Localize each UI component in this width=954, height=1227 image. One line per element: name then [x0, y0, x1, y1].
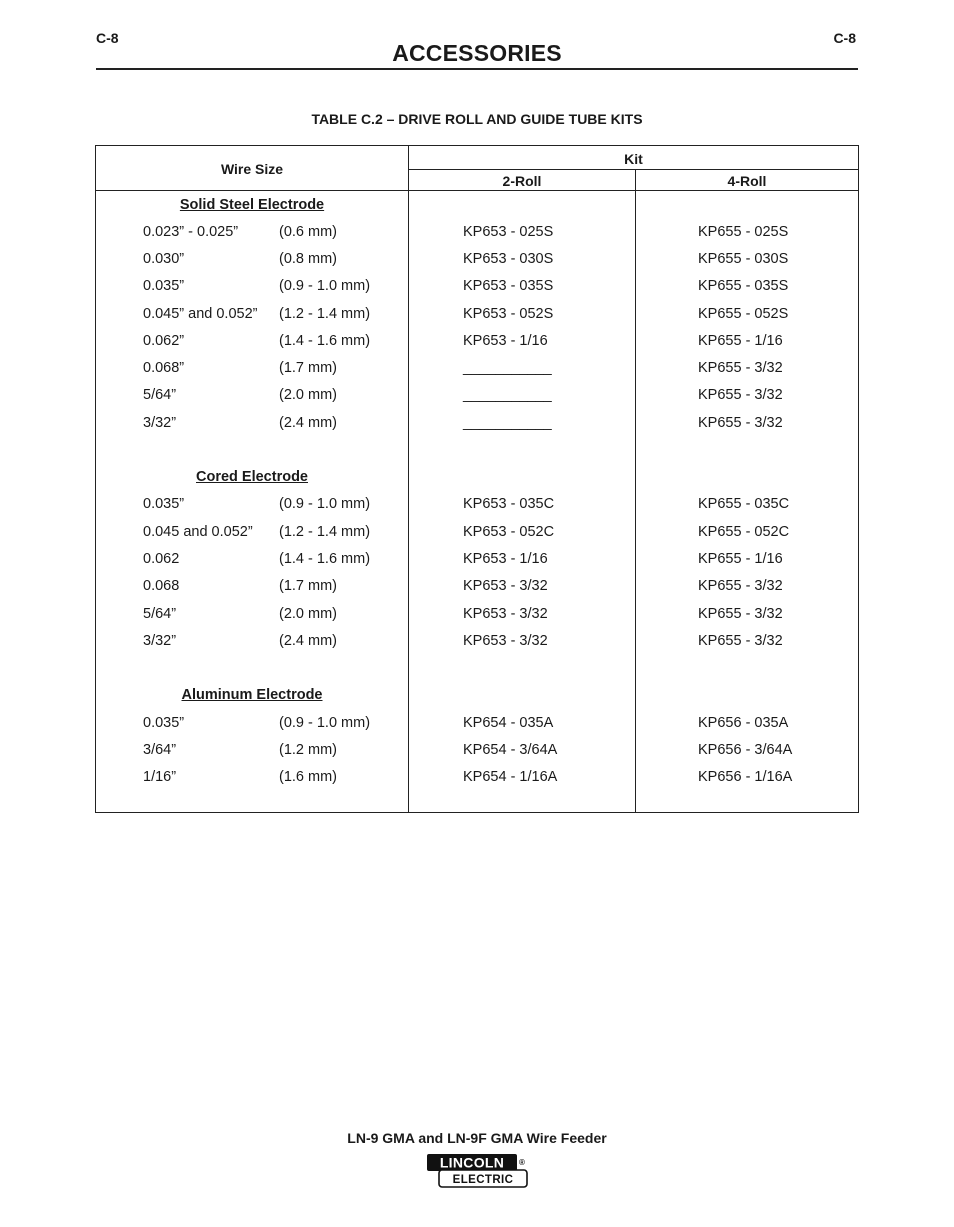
header-2-roll: 2-Roll: [502, 173, 542, 189]
wire-size: 0.045” and 0.052”: [143, 306, 258, 322]
logo-text-lincoln: LINCOLN: [439, 1154, 505, 1171]
wire-size-mm: (1.7 mm): [279, 578, 337, 594]
logo-registered-mark: ®: [519, 1158, 525, 1167]
wire-size: 0.035”: [143, 278, 185, 294]
wire-size: 0.062”: [143, 333, 185, 349]
wire-size-mm: (1.2 - 1.4 mm): [279, 524, 371, 540]
footer-product-title: LN-9 GMA and LN-9F GMA Wire Feeder: [347, 1130, 607, 1146]
kit-4-roll: KP655 - 1/16: [698, 333, 783, 349]
page-number-left: C-8: [96, 30, 119, 46]
kit-4-roll: KP655 - 3/32: [698, 606, 783, 622]
wire-size-mm: (2.0 mm): [279, 606, 337, 622]
wire-size-mm: (1.2 mm): [279, 742, 337, 758]
kit-2-roll: KP653 - 1/16: [463, 333, 548, 349]
header-wire-size: Wire Size: [220, 161, 284, 177]
wire-size-mm: (1.6 mm): [279, 769, 337, 785]
kit-2-roll: KP653 - 1/16: [463, 551, 548, 567]
wire-size: 0.068”: [143, 360, 185, 376]
wire-size-mm: (1.2 - 1.4 mm): [279, 306, 371, 322]
kit-4-roll: KP655 - 052S: [698, 306, 789, 322]
kit-2-roll: KP653 - 035S: [463, 278, 554, 294]
kit-4-roll: KP655 - 035C: [698, 496, 790, 512]
table-rule-header: [96, 190, 858, 191]
wire-size-mm: (2.4 mm): [279, 633, 337, 649]
kit-2-roll-not-available: ___________: [463, 415, 552, 431]
wire-size-mm: (0.9 - 1.0 mm): [279, 715, 371, 731]
group-title-cored: Cored Electrode: [196, 469, 308, 485]
kit-4-roll: KP655 - 1/16: [698, 551, 783, 567]
group-title-aluminum: Aluminum Electrode: [181, 687, 323, 703]
wire-size: 0.062: [143, 551, 180, 567]
kit-4-roll: KP656 - 1/16A: [698, 769, 793, 785]
wire-size-mm: (2.0 mm): [279, 387, 337, 403]
kit-2-roll: KP653 - 052C: [463, 524, 555, 540]
wire-size-mm: (1.4 - 1.6 mm): [279, 551, 371, 567]
kit-2-roll: KP653 - 3/32: [463, 606, 548, 622]
wire-size: 0.068: [143, 578, 180, 594]
kit-2-roll: KP653 - 3/32: [463, 633, 548, 649]
wire-size: 0.030”: [143, 251, 185, 267]
header-4-roll: 4-Roll: [727, 173, 767, 189]
wire-size: 0.045 and 0.052”: [143, 524, 253, 540]
wire-size: 0.035”: [143, 715, 185, 731]
kit-4-roll: KP655 - 3/32: [698, 360, 783, 376]
kit-2-roll: KP654 - 3/64A: [463, 742, 558, 758]
wire-size-mm: (0.9 - 1.0 mm): [279, 496, 371, 512]
kit-2-roll: KP653 - 3/32: [463, 578, 548, 594]
kit-2-roll: KP654 - 1/16A: [463, 769, 558, 785]
kit-2-roll: KP653 - 030S: [463, 251, 554, 267]
kit-2-roll: KP654 - 035A: [463, 715, 554, 731]
table-divider-wire-kit: [408, 146, 409, 812]
group-title-solid-steel: Solid Steel Electrode: [179, 197, 325, 213]
section-title: ACCESSORIES: [392, 40, 562, 66]
kit-4-roll: KP656 - 035A: [698, 715, 789, 731]
wire-size-mm: (0.9 - 1.0 mm): [279, 278, 371, 294]
kit-4-roll: KP656 - 3/64A: [698, 742, 793, 758]
wire-size: 3/64”: [143, 742, 177, 758]
kit-4-roll: KP655 - 3/32: [698, 578, 783, 594]
wire-size-mm: (0.6 mm): [279, 224, 337, 240]
wire-size-mm: (1.4 - 1.6 mm): [279, 333, 371, 349]
kit-4-roll: KP655 - 3/32: [698, 633, 783, 649]
header-rule: [96, 68, 858, 70]
kit-2-roll: KP653 - 035C: [463, 496, 555, 512]
kit-4-roll: KP655 - 030S: [698, 251, 789, 267]
kit-2-roll: KP653 - 025S: [463, 224, 554, 240]
header-kit: Kit: [624, 151, 643, 167]
logo-text-electric: ELECTRIC: [452, 1174, 514, 1186]
wire-size: 3/32”: [143, 633, 177, 649]
kit-2-roll: KP653 - 052S: [463, 306, 554, 322]
table-rule-kit: [408, 169, 858, 170]
wire-size: 0.035”: [143, 496, 185, 512]
kit-4-roll: KP655 - 3/32: [698, 415, 783, 431]
wire-size-mm: (0.8 mm): [279, 251, 337, 267]
lincoln-electric-logo: [426, 1153, 528, 1189]
kit-4-roll: KP655 - 025S: [698, 224, 789, 240]
wire-size: 0.023” - 0.025”: [143, 224, 239, 240]
wire-size: 3/32”: [143, 415, 177, 431]
wire-size-mm: (1.7 mm): [279, 360, 337, 376]
wire-size-mm: (2.4 mm): [279, 415, 337, 431]
wire-size: 5/64”: [143, 606, 177, 622]
kit-4-roll: KP655 - 035S: [698, 278, 789, 294]
table-caption: TABLE C.2 – DRIVE ROLL AND GUIDE TUBE KITS: [311, 111, 643, 127]
kit-2-roll-not-available: ___________: [463, 387, 552, 403]
wire-size: 1/16”: [143, 769, 177, 785]
kit-2-roll-not-available: ___________: [463, 360, 552, 376]
kit-4-roll: KP655 - 052C: [698, 524, 790, 540]
table-divider-2roll-4roll: [635, 170, 636, 812]
kit-4-roll: KP655 - 3/32: [698, 387, 783, 403]
page-number-right: C-8: [833, 30, 856, 46]
wire-size: 5/64”: [143, 387, 177, 403]
